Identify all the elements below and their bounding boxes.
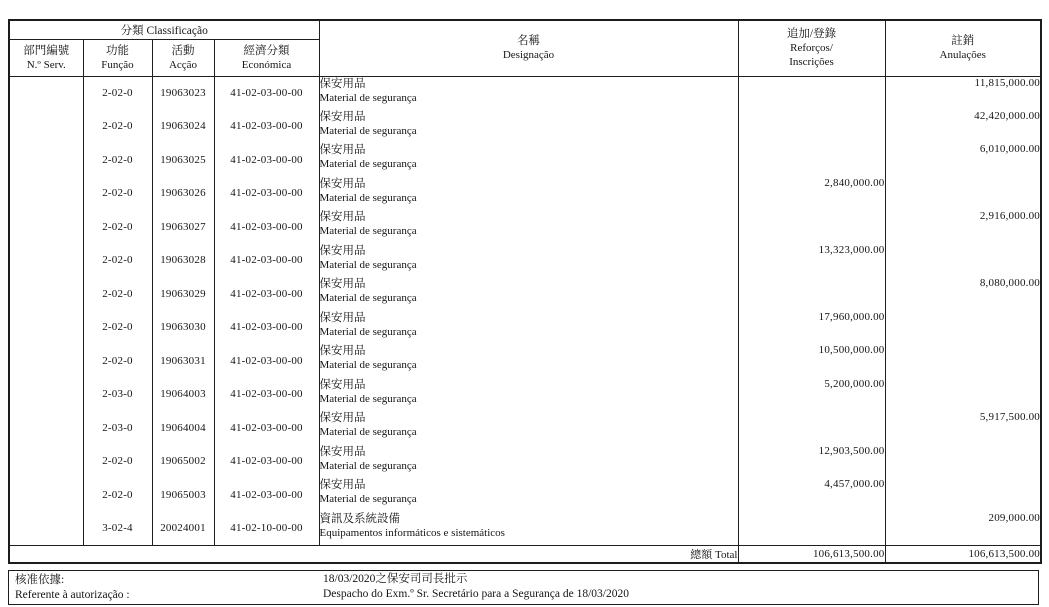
function-cell: 2-03-0 [83,378,152,412]
designation-pt: Material de segurança [319,191,417,204]
function-cell: 2-02-0 [83,210,152,244]
reinforcements-cell [738,110,885,144]
cancellations-cell: 209,000.00 [885,512,1041,546]
designation-zh: 保安用品 [319,144,366,156]
designation-zh: 保安用品 [319,412,366,424]
dept-number-header-zh: 部門編號 [23,44,70,57]
designation-pt: Material de segurança [319,258,417,271]
action-cell: 20024001 [152,512,214,546]
reinforcements-cell [738,76,885,110]
reinforcements-cell [738,411,885,445]
economic-class-header-zh: 經濟分類 [243,44,290,57]
economic-class-cell: 41-02-03-00-00 [214,378,319,412]
economic-class-cell: 41-02-03-00-00 [214,177,319,211]
designation-zh: 保安用品 [319,311,366,324]
designation-zh: 資訊及系統設備 [319,512,400,525]
designation-header [319,20,738,76]
budget-row [9,177,1041,211]
designation-cell [319,344,738,378]
authorization-box [8,570,1039,605]
designation-zh: 保安用品 [319,244,366,257]
authorization-reference-zh: 18/03/2020之保安司司長批示 [323,572,468,585]
reinforcements-header-pt1: Reforços/ [790,42,833,55]
total-label: 總額 Total [9,545,738,563]
designation-cell [319,277,738,311]
designation-pt: Material de segurança [319,359,417,371]
cancellations-cell: 5,917,500.00 [885,411,1041,445]
cancellations-cell [885,378,1041,412]
designation-cell [319,177,738,211]
action-header [152,39,214,76]
reinforcements-cell: 4,457,000.00 [738,478,885,512]
function-cell: 2-02-0 [83,445,152,479]
reinforcements-cell: 10,500,000.00 [738,344,885,378]
dept-number-cell [9,512,83,546]
reinforcements-cell [738,143,885,177]
designation-cell [319,445,738,479]
function-header [83,39,152,76]
budget-amendment-table [8,19,1042,564]
cancellations-header-pt: Anulações [939,49,986,62]
reinforcements-cell: 5,200,000.00 [738,378,885,412]
function-header-pt: Função [101,58,134,71]
designation-zh: 保安用品 [319,345,366,357]
dept-number-cell [9,445,83,479]
budget-row [9,277,1041,311]
economic-class-cell: 41-02-03-00-00 [214,445,319,479]
economic-class-cell: 41-02-03-00-00 [214,244,319,278]
cancellations-header-zh: 註銷 [951,35,975,48]
budget-row [9,378,1041,412]
authorization-labels [15,573,130,603]
designation-cell [319,311,738,345]
cancellations-cell: 11,815,000.00 [885,76,1041,110]
dept-number-cell [9,110,83,144]
designation-pt: Material de segurança [319,292,417,304]
budget-row [9,110,1041,144]
table-footer [9,545,1041,563]
dept-number-header [9,39,83,76]
designation-cell [319,411,738,445]
designation-cell [319,110,738,144]
economic-class-cell: 41-02-03-00-00 [214,110,319,144]
dept-number-header-pt: N.º Serv. [26,58,66,71]
budget-row [9,445,1041,479]
budget-rows [9,76,1041,545]
dept-number-cell [9,277,83,311]
classification-group-header: 分類 Classificação [9,20,319,39]
designation-pt: Equipamentos informáticos e sistemáticos [319,526,505,539]
cancellations-cell [885,344,1041,378]
reinforcements-cell: 13,323,000.00 [738,244,885,278]
table-header [9,20,1041,76]
designation-zh: 保安用品 [319,177,366,190]
dept-number-cell [9,143,83,177]
economic-class-cell: 41-02-10-00-00 [214,512,319,546]
reinforcements-cell: 2,840,000.00 [738,177,885,211]
reinforcements-cell: 17,960,000.00 [738,311,885,345]
function-header-zh: 功能 [106,44,129,57]
dept-number-cell [9,378,83,412]
designation-pt: Material de segurança [319,124,417,137]
function-cell: 2-02-0 [83,344,152,378]
function-cell: 2-03-0 [83,411,152,445]
economic-class-cell: 41-02-03-00-00 [214,277,319,311]
dept-number-cell [9,344,83,378]
action-cell: 19063030 [152,311,214,345]
designation-cell [319,143,738,177]
action-cell: 19063024 [152,110,214,144]
function-cell: 3-02-4 [83,512,152,546]
reinforcements-header [738,20,885,76]
function-cell: 2-02-0 [83,244,152,278]
authorization-label-pt: Referente à autorização : [15,588,130,601]
budget-row [9,143,1041,177]
cancellations-header [885,20,1041,76]
cancellations-cell [885,177,1041,211]
cancellations-cell: 42,420,000.00 [885,110,1041,144]
cancellations-cell: 6,010,000.00 [885,143,1041,177]
designation-zh: 保安用品 [319,211,366,223]
economic-class-cell: 41-02-03-00-00 [214,76,319,110]
dept-number-cell [9,76,83,110]
action-cell: 19065003 [152,478,214,512]
function-cell: 2-02-0 [83,277,152,311]
action-cell: 19064004 [152,411,214,445]
action-cell: 19063029 [152,277,214,311]
reinforcements-header-zh: 追加/登錄 [786,28,837,41]
budget-row [9,344,1041,378]
dept-number-cell [9,478,83,512]
budget-row [9,512,1041,546]
reinforcements-cell: 12,903,500.00 [738,445,885,479]
budget-row [9,76,1041,110]
economic-class-header [214,39,319,76]
economic-class-header-pt: Económica [241,58,292,71]
budget-row [9,478,1041,512]
action-cell: 19063027 [152,210,214,244]
action-header-zh: 活動 [171,44,195,57]
designation-zh: 保安用品 [319,479,366,491]
designation-pt: Material de segurança [319,158,417,170]
cancellations-cell [885,311,1041,345]
dept-number-cell [9,244,83,278]
designation-cell [319,378,738,412]
designation-cell [319,512,738,546]
designation-pt: Material de segurança [319,325,417,338]
designation-pt: Material de segurança [319,225,417,237]
total-row [9,545,1041,563]
function-cell: 2-02-0 [83,311,152,345]
designation-zh: 保安用品 [319,110,366,123]
action-cell: 19063025 [152,143,214,177]
action-cell: 19064003 [152,378,214,412]
action-header-pt: Acção [168,58,198,71]
reinforcements-cell [738,277,885,311]
economic-class-cell: 41-02-03-00-00 [214,478,319,512]
cancellations-cell [885,244,1041,278]
cancellations-cell: 8,080,000.00 [885,277,1041,311]
designation-header-pt: Designação [502,49,555,62]
action-cell: 19063031 [152,344,214,378]
designation-pt: Material de segurança [319,459,417,472]
cancellations-cell [885,445,1041,479]
designation-pt: Material de segurança [319,91,417,104]
designation-zh: 保安用品 [319,278,366,290]
designation-pt: Material de segurança [319,493,417,505]
authorization-label-zh: 核准依據: [15,573,65,586]
action-cell: 19063028 [152,244,214,278]
function-cell: 2-02-0 [83,478,152,512]
economic-class-cell: 41-02-03-00-00 [214,311,319,345]
designation-cell [319,244,738,278]
economic-class-cell: 41-02-03-00-00 [214,210,319,244]
reinforcements-cell [738,210,885,244]
designation-zh: 保安用品 [319,77,366,90]
economic-class-cell: 41-02-03-00-00 [214,344,319,378]
function-cell: 2-02-0 [83,177,152,211]
dept-number-cell [9,311,83,345]
budget-row [9,411,1041,445]
action-cell: 19063026 [152,177,214,211]
function-cell: 2-02-0 [83,143,152,177]
designation-header-zh: 名稱 [517,35,540,48]
dept-number-cell [9,210,83,244]
action-cell: 19065002 [152,445,214,479]
designation-cell [319,76,738,110]
economic-class-cell: 41-02-03-00-00 [214,143,319,177]
function-cell: 2-02-0 [83,76,152,110]
reinforcements-cell [738,512,885,546]
authorization-reference [323,572,629,602]
designation-zh: 保安用品 [319,378,366,391]
dept-number-cell [9,411,83,445]
designation-pt: Material de segurança [319,426,417,438]
reinforcements-header-pt2: Inscrições [789,56,834,69]
budget-row [9,311,1041,345]
total-cancellations-value: 106,613,500.00 [885,545,1041,563]
designation-cell [319,478,738,512]
budget-row [9,244,1041,278]
total-reinforcements-value: 106,613,500.00 [738,545,885,563]
cancellations-cell [885,478,1041,512]
action-cell: 19063023 [152,76,214,110]
designation-pt: Material de segurança [319,392,417,405]
designation-zh: 保安用品 [319,445,366,458]
cancellations-cell: 2,916,000.00 [885,210,1041,244]
dept-number-cell [9,177,83,211]
function-cell: 2-02-0 [83,110,152,144]
designation-cell [319,210,738,244]
economic-class-cell: 41-02-03-00-00 [214,411,319,445]
budget-row [9,210,1041,244]
document-page [8,19,1040,605]
authorization-reference-pt: Despacho do Exm.º Sr. Secretário para a Segurança de 18/03/2020 [323,587,629,600]
